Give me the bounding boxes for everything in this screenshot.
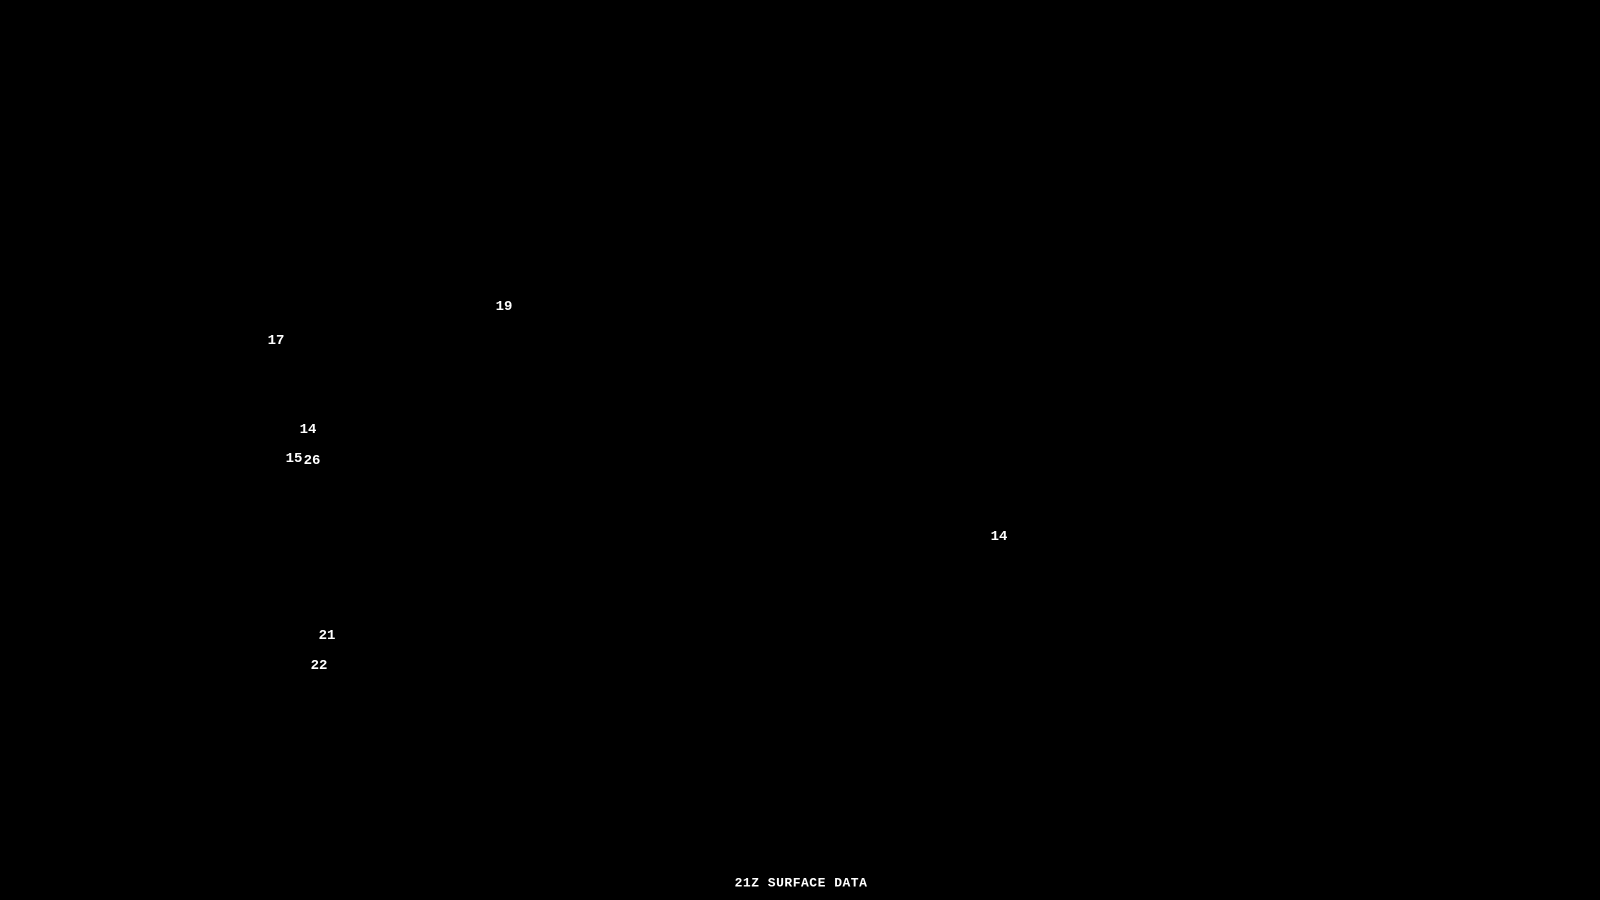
station-value: 14 [299, 422, 317, 438]
station-value: 26 [303, 453, 321, 469]
station-value: 21 [318, 628, 336, 644]
station-value: 15 [285, 451, 303, 467]
surface-data-caption: 21Z SURFACE DATA [734, 875, 868, 891]
station-value: 22 [310, 658, 328, 674]
station-value: 17 [267, 333, 285, 349]
station-value: 14 [990, 529, 1008, 545]
station-value: 19 [495, 299, 513, 315]
